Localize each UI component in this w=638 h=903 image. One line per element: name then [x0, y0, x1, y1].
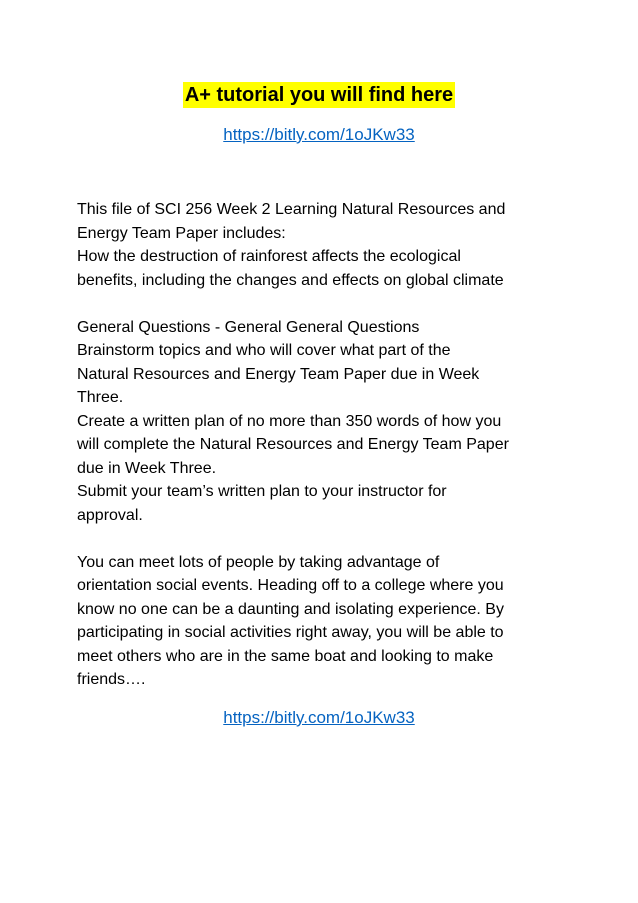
title-row	[0, 82, 638, 108]
tutorial-link-bottom[interactable]: https://bitly.com/1oJKw33	[223, 708, 415, 727]
text-line: Natural Resources and Energy Team Paper due in Week	[77, 365, 480, 383]
text-line: friends….	[77, 671, 146, 688]
document-body	[77, 198, 567, 715]
text-line: orientation social events. Heading off to a college where you	[77, 577, 504, 594]
paragraph-file-description	[77, 198, 567, 292]
text-line: approval.	[77, 506, 143, 524]
text-line: will complete the Natural Resources and Energy Team Paper	[77, 436, 509, 453]
text-line: due in Week Three.	[77, 459, 217, 477]
text-line: benefits, including the changes and effects on global climate	[77, 271, 504, 289]
paragraph-questions	[77, 316, 567, 528]
text-line: How the destruction of rainforest affects the ecological	[77, 248, 461, 265]
paragraph-social-events	[77, 551, 567, 692]
text-line: General Questions - General General Questions	[77, 318, 420, 336]
text-line: participating in social activities right away, you will be able to	[77, 624, 504, 641]
tutorial-link-top[interactable]: https://bitly.com/1oJKw33	[223, 125, 415, 144]
text-line: You can meet lots of people by taking advantage of	[77, 553, 440, 571]
page-title: A+ tutorial you will find here	[184, 84, 454, 106]
text-line: Submit your team’s written plan to your instructor for	[77, 483, 447, 500]
text-line: Energy Team Paper includes:	[77, 224, 286, 242]
text-line: This file of SCI 256 Week 2 Learning Natural Resources and	[77, 201, 506, 218]
text-line: Create a written plan of no more than 350 words of how you	[77, 412, 502, 430]
text-line: Brainstorm topics and who will cover what part of the	[77, 342, 451, 359]
text-line: meet others who are in the same boat and looking to make	[77, 647, 494, 665]
text-line: know no one can be a daunting and isolating experience. By	[77, 600, 504, 618]
text-line: Three.	[77, 389, 124, 406]
